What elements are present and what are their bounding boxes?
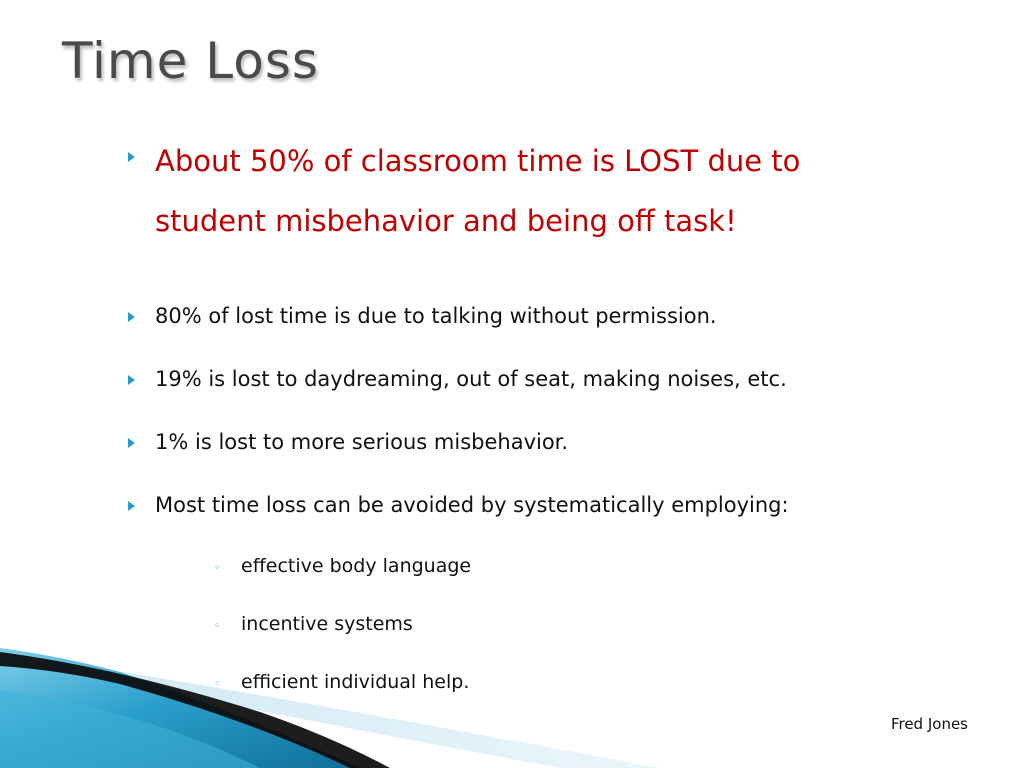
lead-line-2: student misbehavior and being off task! <box>155 204 737 238</box>
slide-title: Time Loss <box>62 32 319 90</box>
open-circle-icon: ◦ <box>214 561 221 574</box>
sub-bullet-text: effective body language <box>241 555 472 577</box>
footer-author: Fred Jones <box>890 715 968 733</box>
bullet-text: 1% is lost to more serious misbehavior. <box>155 430 569 454</box>
triangle-right-icon <box>128 501 135 511</box>
triangle-right-icon <box>128 312 135 322</box>
open-circle-icon: ◦ <box>214 677 221 690</box>
triangle-right-icon <box>128 375 135 385</box>
triangle-right-icon <box>128 152 135 162</box>
bullet-text: 80% of lost time is due to talking without permission. <box>155 304 717 328</box>
open-circle-icon: ◦ <box>214 619 221 632</box>
sub-bullet-text: efficient individual help. <box>241 671 470 693</box>
bullet-text: 19% is lost to daydreaming, out of seat, making noises, etc. <box>155 367 787 391</box>
bullet-text: Most time loss can be avoided by systematically employing: <box>155 493 789 517</box>
sub-bullet-text: incentive systems <box>241 613 413 635</box>
triangle-right-icon <box>128 438 135 448</box>
lead-line-1: About 50% of classroom time is LOST due to <box>155 144 801 178</box>
